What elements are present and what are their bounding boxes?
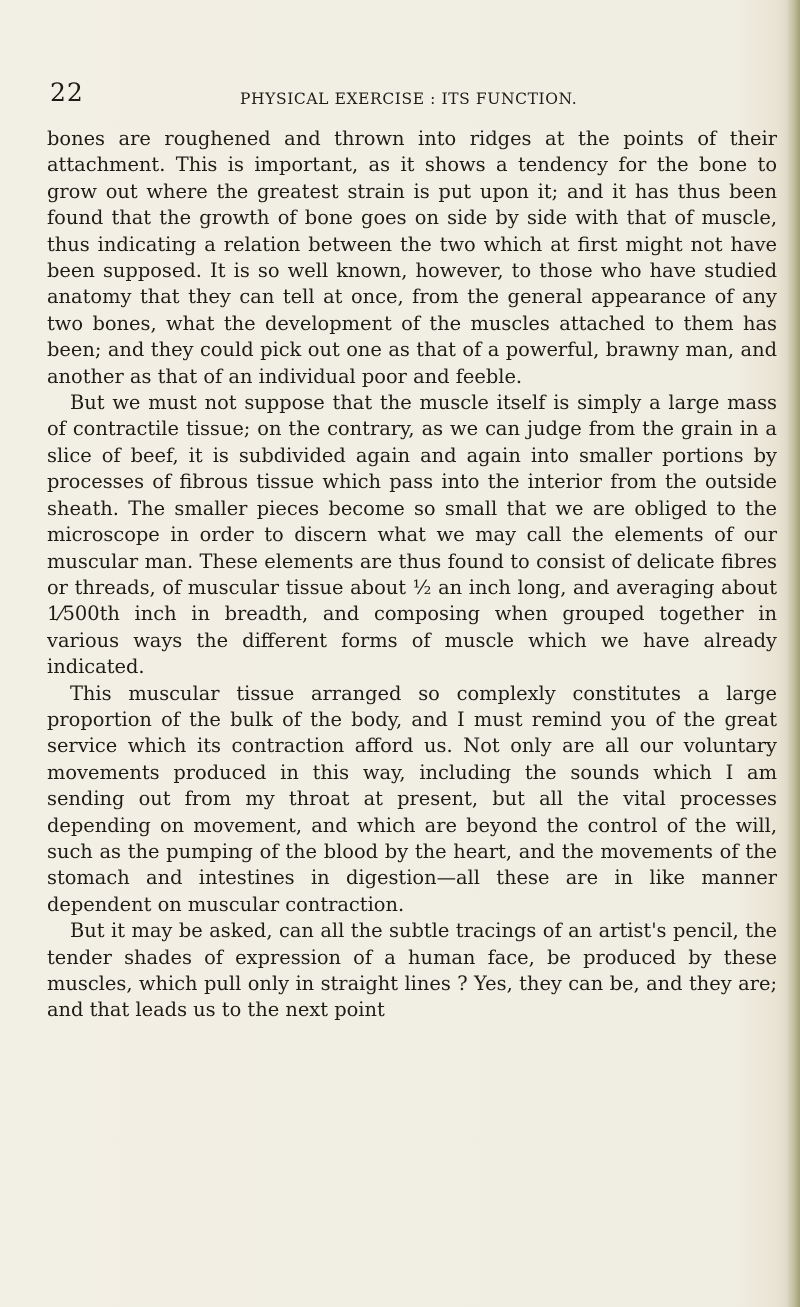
paragraph-subtle-tracings: But it may be asked, can all the subtle tracings of an artist's pencil, the tender shades of expression of a human face, be produced by these muscles, which pull only in straight lines ? Yes, they can be, and they are; and that leads us to the next point (47, 919, 777, 1022)
paragraph-muscle-structure: But we must not suppose that the muscle itself is simply a large mass of contractile tissue; on the contrary, as we can judge from the grain in a slice of beef, it is subdivided again and again into smaller portions by processes of fibrous tissue which pass into the interior from the outside sheath. The smaller pieces become so small that we are obliged to the microscope in order to discern what we may call the elements of our muscular man. These elements are thus found to consist of delicate fibres or threads, of muscular tissue about ½ an inch long, and averaging about 1⁄500th inch in breadth, and composing when grouped together in various ways the different forms of muscle which we have already indicated. (47, 391, 777, 679)
body-text (47, 126, 777, 1024)
page-edge-shadow (786, 0, 800, 1307)
paragraph-bone-muscle-relation: bones are roughened and thrown into ridges at the points of their attachment. This is important, as it shows a tendency for the bone to grow out where the greatest strain is put upon it; and it has thus been found that the growth of bone goes on side by side with that of muscle, thus indicating a relation between the two which at first might not have been supposed. It is so well known, however, to those who have studied anatomy that they can tell at once, from the general appearance of any two bones, what the development of the muscles attached to them has been; and they could pick out one as that of a powerful, brawny man, and another as that of an individual poor and feeble. (47, 127, 777, 388)
paragraph-muscular-tissue-service: This muscular tissue arranged so complexly constitutes a large proportion of the bulk of the body, and I must remind you of the great service which its contraction afford us. Not only are all our voluntary movements produced in this way, including the sounds which I am sending out from my throat at present, but all the vital processes depending on movement, and which are beyond the control of the will, such as the pumping of the blood by the heart, and the movements of the stomach and intestines in digestion—all these are in like manner dependent on muscular contraction. (47, 681, 777, 916)
running-title: PHYSICAL EXERCISE : ITS FUNCTION. (240, 90, 578, 108)
running-head (40, 78, 770, 112)
page-number: 22 (50, 78, 84, 107)
